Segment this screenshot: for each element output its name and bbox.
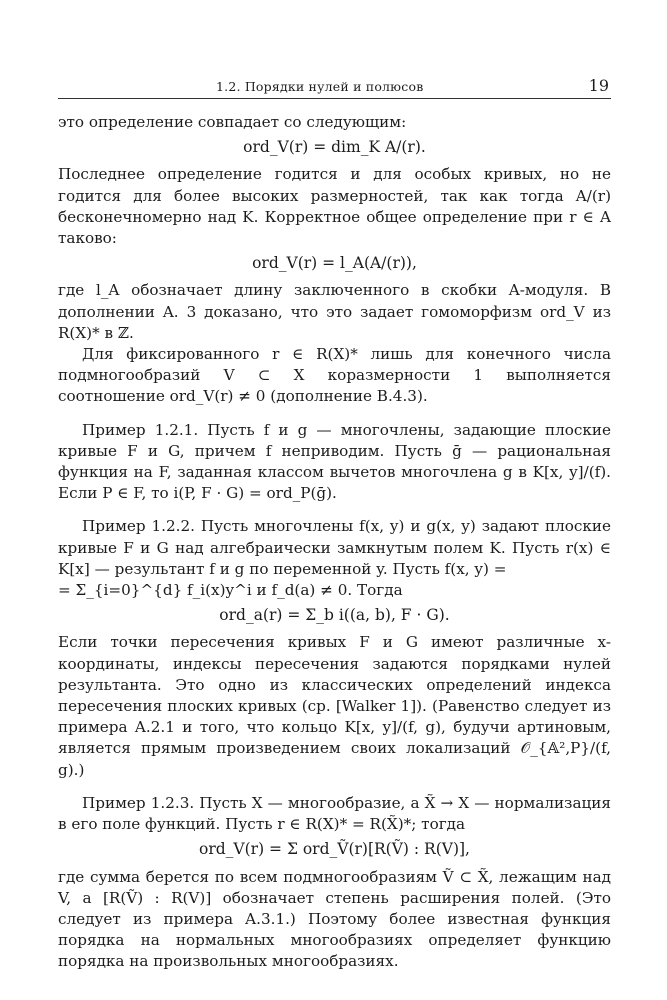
- example-1-2-2: Пример 1.2.2. Пусть многочлены f(x, y) и g(x, y) задают плоские кривые F и G над алгебраически замкнутым полем K. Пусть r(x) ∈ K[x] — результант f и g по переменной y. Пусть f(x, y) =: [58, 517, 611, 578]
- example-1-2-1: Пример 1.2.1. Пусть f и g — многочлены, задающие плоские кривые F и G, причем f неприводим. Пусть ḡ — рациональная функция на F, заданная классом вычетов многочлена g в K[x, y]/(f). Если P ∈ F, то i(P, F · G) = ord_P(ḡ).: [58, 420, 611, 503]
- paragraph-2: Последнее определение годится и для особых кривых, но не годится для более высоких размерностей, так как тогда A/(r) бесконечномерно над K. Корректное общее определение при r ∈ A таково:: [58, 165, 611, 248]
- paragraph-5: Если точки пересечения кривых F и G имеют различные x-координаты, индексы пересечения задаются порядками нулей результанта. Это одно из классических определений индекса пересечения плоских кривых (ср. [Walker 1]). (Равенство следует из примера A.2.1 и того, что кольцо K[x, y]/(f, g), будучи артиновым, является прямым произведением своих локализаций 𝒪_{𝔸²,P}/(f, g).): [58, 633, 611, 779]
- running-header: [58, 76, 611, 99]
- equation-1: ord_V(r) = dim_K A/(r).: [243, 138, 426, 157]
- page-body: [58, 112, 611, 973]
- page-number: 19: [588, 76, 609, 95]
- paragraph-4: Для фиксированного r ∈ R(X)* лишь для конечного числа подмногообразий V ⊂ X коразмерности 1 выполняется соотношение ord_V(r) ≠ 0 (дополнение B.4.3).: [58, 345, 611, 406]
- equation-4: ord_V(r) = Σ ord_Ṽ(r)[R(Ṽ) : R(V)],: [199, 840, 470, 859]
- running-header-title: 1.2. Порядки нулей и полюсов: [216, 79, 424, 94]
- paragraph-3: где l_A обозначает длину заключенного в скобки A-модуля. В дополнении A. 3 доказано, что это задает гомоморфизм ord_V из R(X)* в ℤ.: [58, 281, 611, 342]
- example-1-2-3: Пример 1.2.3. Пусть X — многообразие, а X̃ → X — нормализация в его поле функций. Пусть r ∈ R(X)* = R(X̃)*; тогда: [58, 793, 611, 834]
- example-1-2-2-sum: = Σ_{i=0}^{d} f_i(x)y^i и f_d(a) ≠ 0. Тогда: [58, 581, 403, 600]
- equation-2: ord_V(r) = l_A(A/(r)),: [252, 254, 417, 273]
- equation-3: ord_a(r) = Σ_b i((a, b), F · G).: [219, 606, 450, 625]
- paragraph-1: это определение совпадает со следующим:: [58, 113, 407, 131]
- paragraph-6: где сумма берется по всем подмногообразиям Ṽ ⊂ X̃, лежащим над V, а [R(Ṽ) : R(V)] обозначает степень расширения полей. (Это следует из примера A.3.1.) Поэтому более известная функция порядка на нормальных многообразиях определяет функцию порядка на произвольных многообразиях.: [58, 867, 611, 971]
